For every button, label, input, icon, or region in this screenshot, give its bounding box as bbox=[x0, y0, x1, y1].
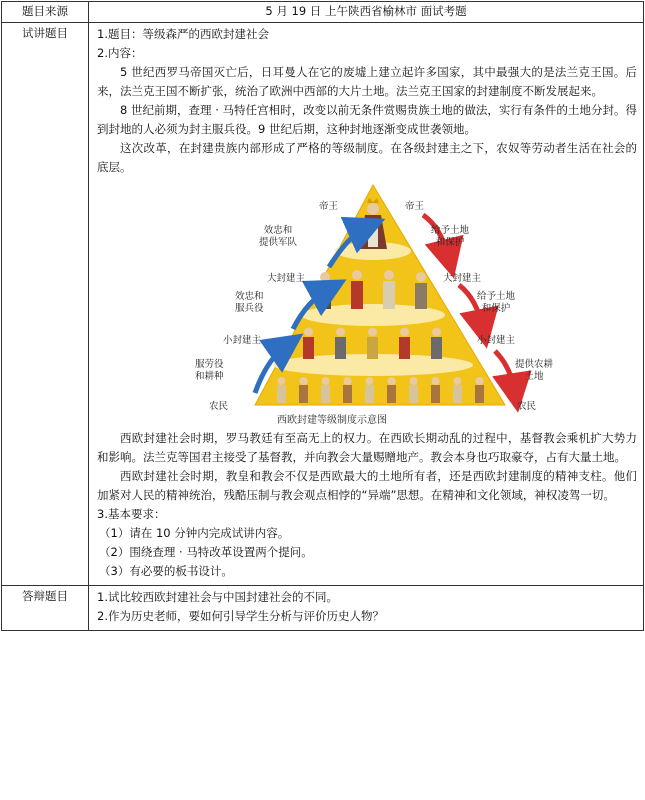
peasant-figure bbox=[343, 385, 352, 403]
source-row bbox=[2, 2, 644, 23]
small-lord-head bbox=[304, 328, 313, 337]
paragraph: 5 世纪西罗马帝国灭亡后，日耳曼人在它的废墟上建立起许多国家，其中最强大的是法兰克王国。后来，法兰克王国不断扩张，统治了欧洲中西部的大片土地。法兰克王国家的封建制度不断发展起来。 bbox=[97, 65, 637, 98]
arrow-label-right: 给予土地 和保护 bbox=[431, 225, 470, 248]
arrow-label-left: 服劳役 和耕种 bbox=[195, 359, 224, 382]
peasant-head bbox=[344, 377, 352, 385]
peasant-head bbox=[366, 377, 374, 385]
peasant-head bbox=[410, 377, 418, 385]
small-lord-head bbox=[400, 328, 409, 337]
defense-content bbox=[89, 586, 644, 631]
arrow-label-right: 提供农耕 土地 bbox=[515, 359, 554, 382]
feudal-hierarchy-figure bbox=[97, 179, 637, 429]
peasant-figure bbox=[387, 385, 396, 403]
pyramid-illustration bbox=[97, 179, 637, 429]
paragraph: 8 世纪前期，查理 · 马特任宫相时，改变以前无条件赏赐贵族土地的做法，实行有条件的土地分封。得到封地的人必须为封主服兵役。9 世纪后期，这种封地逐渐变成世袭领地。 bbox=[97, 103, 637, 136]
figure-caption: 西欧封建等级制度示意图 bbox=[277, 415, 387, 426]
small-lord-figure bbox=[303, 337, 314, 359]
peasant-head bbox=[322, 377, 330, 385]
exam-table bbox=[1, 1, 644, 631]
paragraph: 这次改革，在封建贵族内部形成了严格的等级制度。在各级封建主之下，农奴等劳动者生活在社会的底层。 bbox=[97, 141, 637, 174]
defense-label: 答辩题目 bbox=[2, 586, 89, 631]
peasant-figure bbox=[475, 385, 484, 403]
small-lord-figure bbox=[431, 337, 442, 359]
lecture-row bbox=[2, 23, 644, 586]
content-heading: 2.内容： bbox=[97, 46, 143, 60]
small-lord-head bbox=[432, 328, 441, 337]
peasant-head bbox=[454, 377, 462, 385]
defense-question: 1.试比较西欧封建社会与中国封建社会的不同。 bbox=[97, 590, 338, 604]
level-great-lord-left: 大封建主 bbox=[267, 273, 306, 284]
peasant-head bbox=[432, 377, 440, 385]
peasant-figure bbox=[409, 385, 418, 403]
peasant-figure bbox=[299, 385, 308, 403]
small-lord-figure bbox=[335, 337, 346, 359]
requirement-item: （2）围绕查理 · 马特改革设置两个提问。 bbox=[99, 545, 313, 559]
peasant-head bbox=[300, 377, 308, 385]
defense-row bbox=[2, 586, 644, 631]
level-great-lord-right: 大封建主 bbox=[443, 273, 482, 284]
level-small-lord-left: 小封建主 bbox=[223, 335, 262, 346]
peasant-head bbox=[278, 377, 286, 385]
lecture-label: 试讲题目 bbox=[2, 23, 89, 586]
defense-question: 2.作为历史老师，要如何引导学生分析与评价历史人物？ bbox=[97, 609, 384, 623]
small-lord-head bbox=[368, 328, 377, 337]
level-small-lord-right: 小封建主 bbox=[477, 335, 516, 346]
peasant-figure bbox=[453, 385, 462, 403]
level-emperor-right: 帝王 bbox=[405, 201, 425, 212]
requirement-item: （1）请在 10 分钟内完成试讲内容。 bbox=[99, 526, 290, 540]
paragraph: 西欧封建社会时期，教皇和教会不仅是西欧最大的土地所有者，还是西欧封建制度的精神支柱。他们加紧对人民的精神统治，残酷压制与教会观点相悖的“异端”思想。在精神和文化领域，神权凌驾一切。 bbox=[97, 469, 637, 502]
requirements-heading: 3.基本要求： bbox=[97, 507, 166, 521]
lecture-content bbox=[89, 23, 644, 586]
peasant-head bbox=[388, 377, 396, 385]
arrow-label-left: 效忠和 提供军队 bbox=[259, 225, 298, 248]
arrow-label-left: 效忠和 服兵役 bbox=[235, 291, 264, 314]
peasant-figure bbox=[277, 385, 286, 403]
peasant-figure bbox=[365, 385, 374, 403]
paragraph: 西欧封建社会时期，罗马教廷有至高无上的权力。在西欧长期动乱的过程中，基督教会乘机扩大势力和影响。法兰克等国君主接受了基督教，并向教会大量赐赠地产。教会本身也巧取豪夺，占有大量土地。 bbox=[97, 431, 637, 464]
level-emperor-left: 帝王 bbox=[319, 201, 339, 212]
requirement-item: （3）有必要的板书设计。 bbox=[99, 564, 233, 578]
small-lord-figure bbox=[399, 337, 410, 359]
peasant-figure bbox=[431, 385, 440, 403]
small-lord-head bbox=[336, 328, 345, 337]
source-value: 5 月 19 日 上午陕西省榆林市 面试考题 bbox=[89, 2, 644, 23]
level-peasant-right: 农民 bbox=[517, 401, 537, 412]
peasant-figure bbox=[321, 385, 330, 403]
level-peasant-left: 农民 bbox=[209, 401, 229, 412]
peasant-head bbox=[476, 377, 484, 385]
source-label: 题目来源 bbox=[2, 2, 89, 23]
arrow-label-right: 给予土地 和保护 bbox=[477, 291, 516, 314]
lecture-topic: 1.题目：等级森严的西欧封建社会 bbox=[97, 27, 269, 41]
arrow-down-icon bbox=[495, 351, 515, 393]
small-lord-figure bbox=[367, 337, 378, 359]
